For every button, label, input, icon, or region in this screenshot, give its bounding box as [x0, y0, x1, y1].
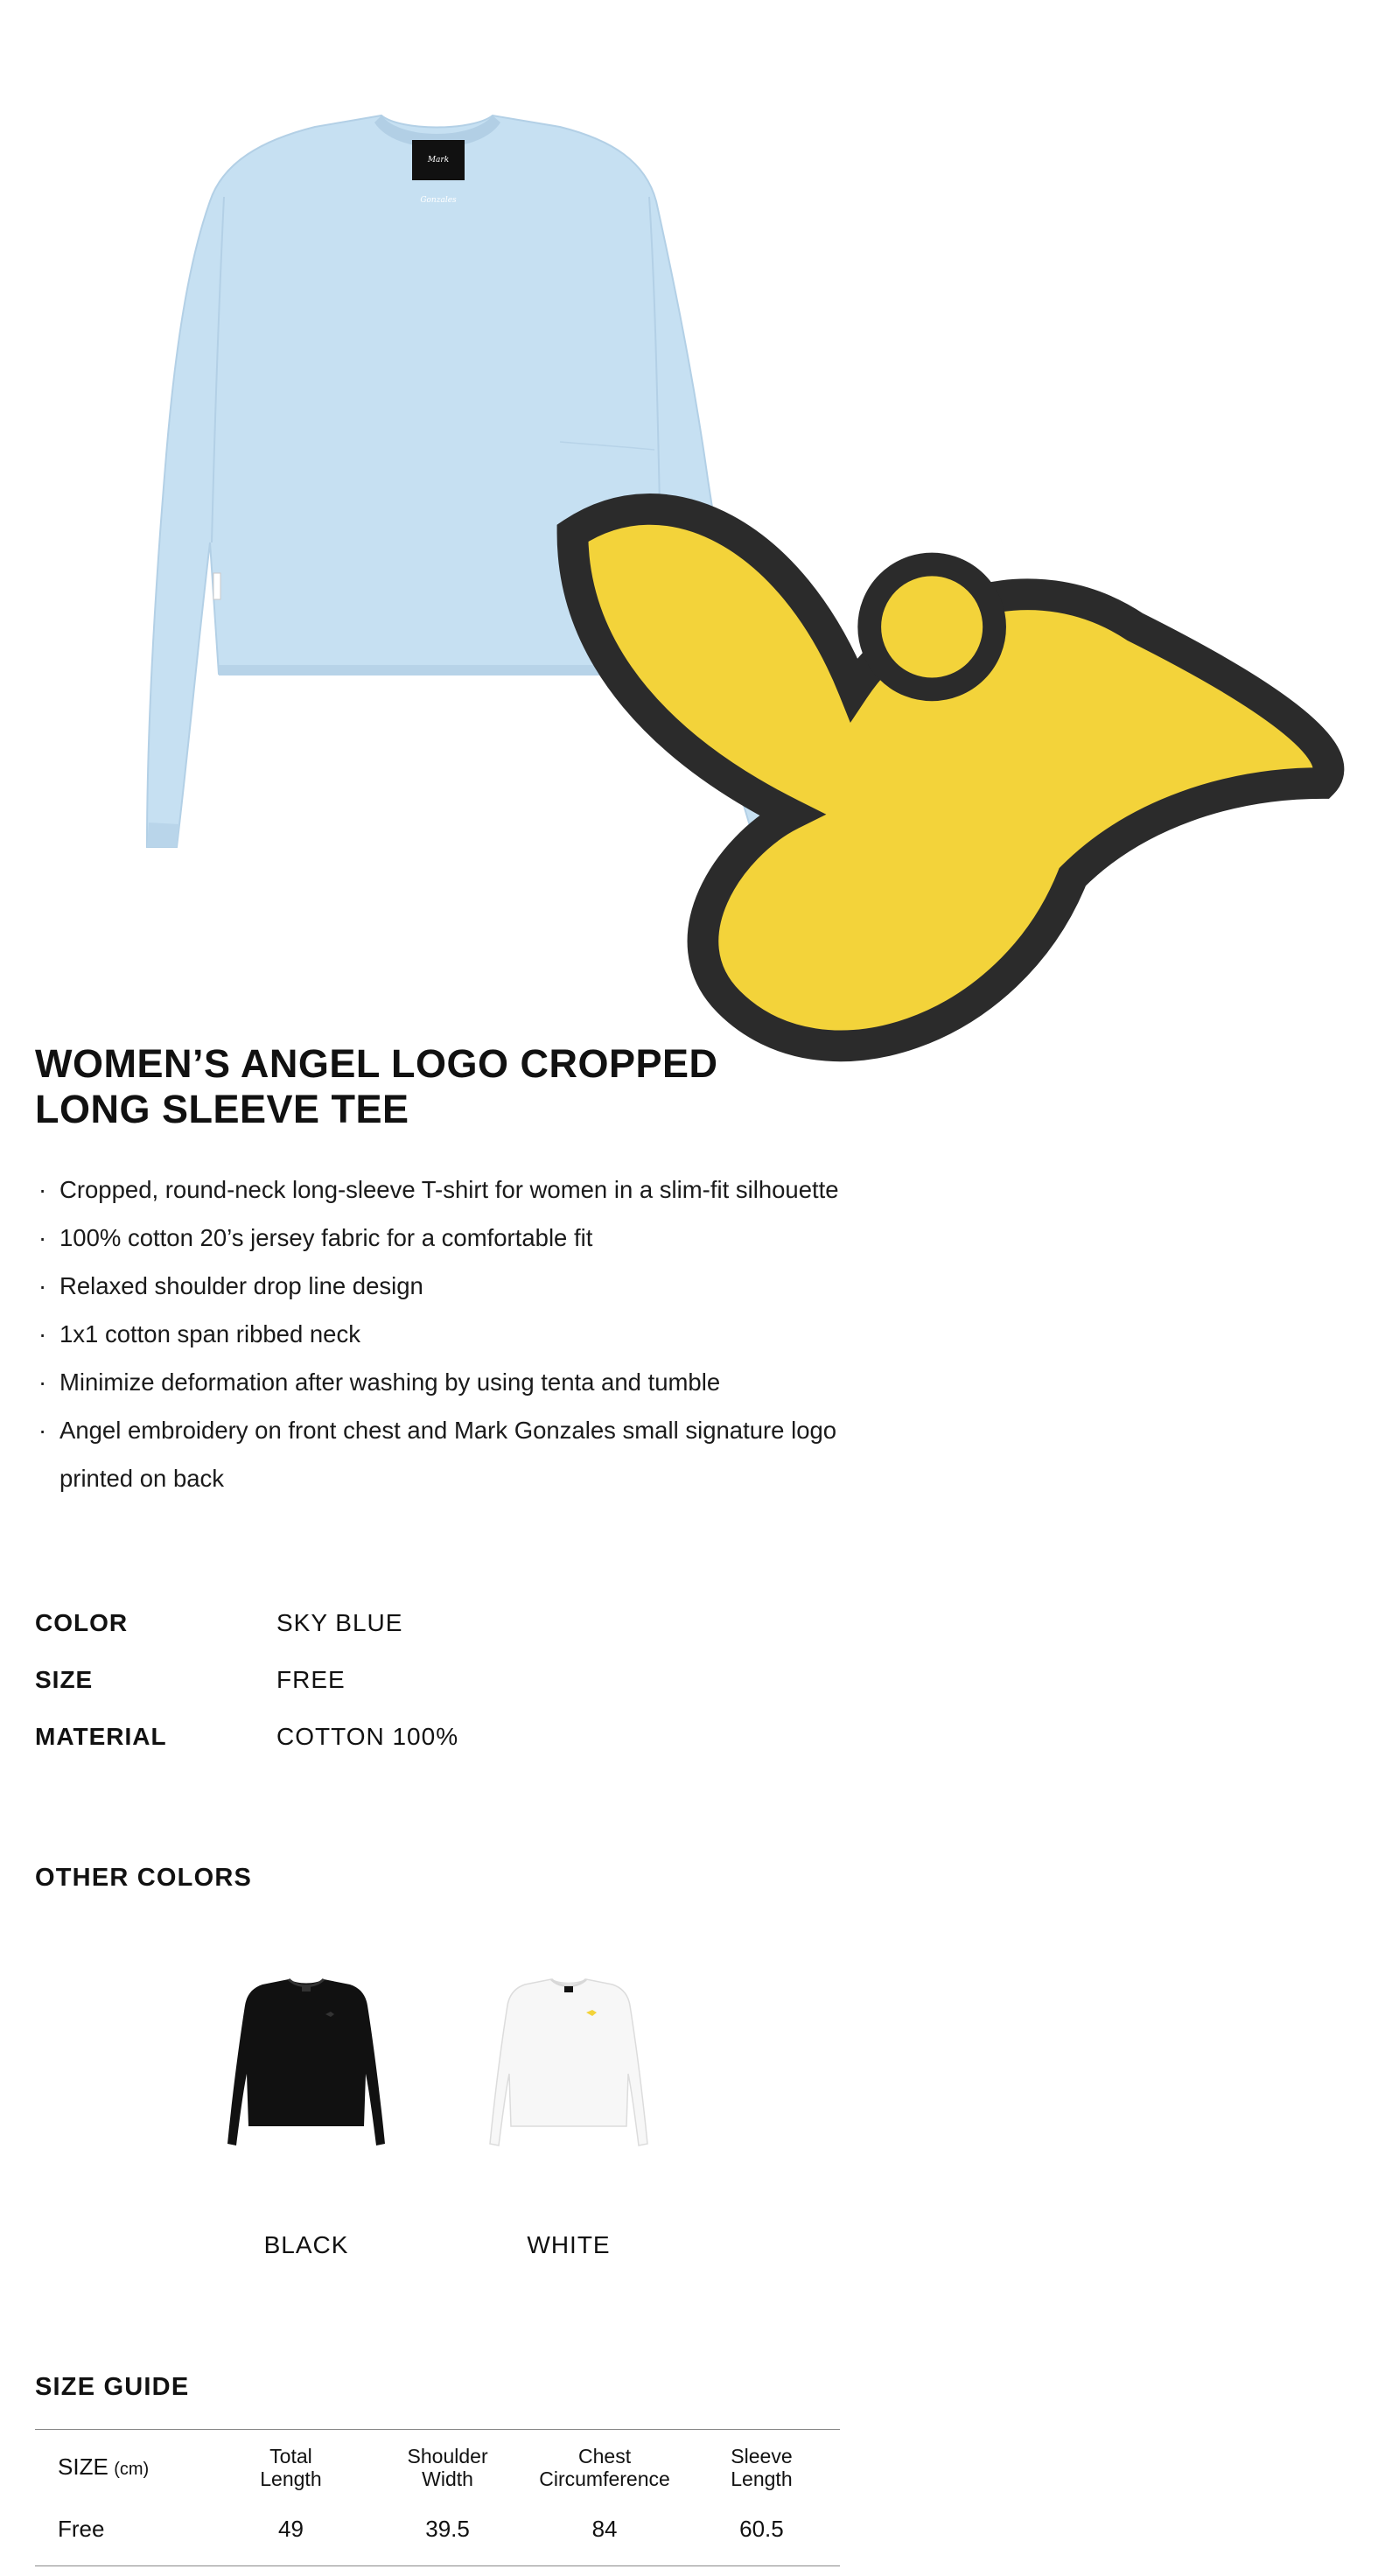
spec-row-material	[35, 1708, 840, 1765]
product-hero-image	[0, 0, 875, 962]
sleeve-length-cell: 60.5	[739, 2516, 784, 2542]
spec-value: SKY BLUE	[276, 1608, 403, 1636]
spec-table	[35, 1594, 840, 1765]
other-colors-heading: OTHER COLORS	[35, 1864, 253, 1892]
feature-item: · 1x1 cotton span ribbed neck	[38, 1320, 360, 1348]
feature-item-continued: printed on back	[59, 1465, 225, 1492]
shoulder-width-header: Shoulder Width	[407, 2445, 488, 2490]
size-guide-table	[35, 2429, 840, 2566]
color-option-label: BLACK	[263, 2231, 349, 2258]
product-title-line-1: WOMEN’S ANGEL LOGO CROPPED	[35, 1041, 718, 1086]
black-tee-thumbnail	[219, 1969, 394, 2170]
feature-item: · Relaxed shoulder drop line design	[38, 1272, 423, 1299]
total-length-cell: 49	[277, 2516, 304, 2542]
shoulder-width-cell: 39.5	[425, 2516, 470, 2542]
spec-row-color	[35, 1594, 840, 1651]
size-guide-header-row	[35, 2430, 840, 2506]
spec-label: COLOR	[35, 1608, 129, 1636]
feature-item: · Cropped, round-neck long-sleeve T-shirt for women in a slim-fit silhouette	[38, 1176, 839, 1203]
spec-value: FREE	[276, 1665, 346, 1693]
size-cell: Free	[58, 2516, 105, 2542]
spec-label: SIZE	[35, 1665, 94, 1693]
feature-item: · 100% cotton 20’s jersey fabric for a comfortable fit	[38, 1224, 593, 1251]
color-option-label: WHITE	[527, 2231, 611, 2258]
total-length-header: Total Length	[260, 2445, 322, 2490]
feature-item: · Minimize deformation after washing by using tenta and tumble	[38, 1368, 721, 1396]
size-guide-heading: SIZE GUIDE	[35, 2373, 190, 2401]
feature-list	[35, 1166, 840, 1502]
spec-value: COTTON 100%	[276, 1722, 459, 1750]
neck-label-icon: Mark Gonzales	[412, 140, 465, 180]
spec-row-size	[35, 1651, 840, 1708]
chest-circumference-cell: 84	[591, 2516, 618, 2542]
sleeve-length-header: Sleeve Length	[731, 2445, 793, 2490]
product-title	[35, 1041, 840, 1132]
color-option-black[interactable]	[192, 1969, 420, 2275]
color-option-white[interactable]	[455, 1969, 682, 2275]
size-header: SIZE (cm)	[58, 2453, 150, 2480]
spec-label: MATERIAL	[35, 1722, 167, 1750]
chest-circumference-header: Chest Circumference	[539, 2445, 670, 2490]
white-tee-thumbnail	[481, 1969, 656, 2170]
feature-item: · Angel embroidery on front chest and Mark Gonzales small signature logo	[38, 1417, 837, 1444]
product-title-line-2: LONG SLEEVE TEE	[35, 1087, 409, 1131]
table-row	[35, 2505, 840, 2566]
